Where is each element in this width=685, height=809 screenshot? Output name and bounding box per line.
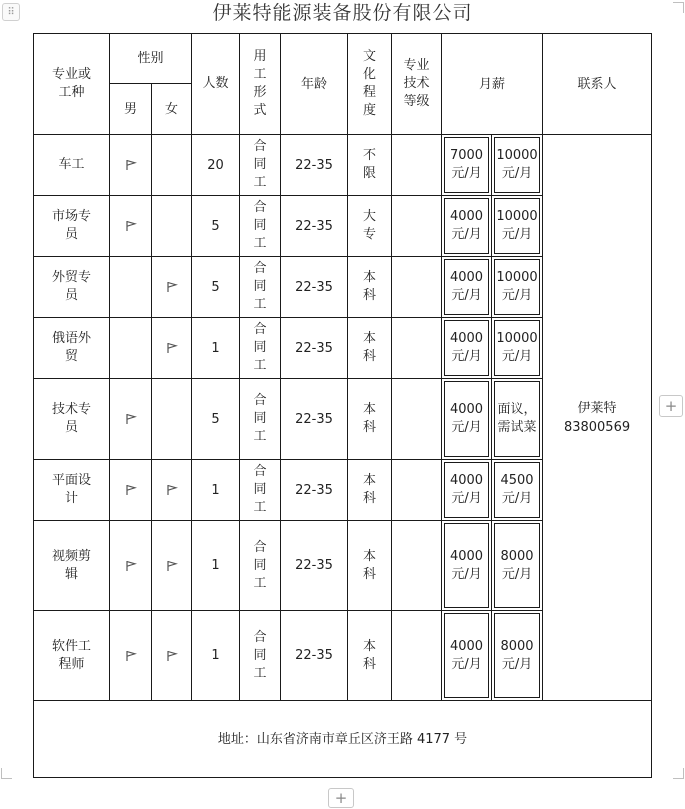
cell-salary-max: 10000元/月 <box>492 135 543 196</box>
cell-salary-min: 4000元/月 <box>442 257 492 318</box>
header-count: 人数 <box>192 34 240 135</box>
header-male: 男 <box>110 84 152 135</box>
header-salary: 月薪 <box>442 34 543 135</box>
drag-handle-icon[interactable]: ⠿ <box>2 3 20 21</box>
cell-male <box>110 460 152 521</box>
cell-age: 22-35 <box>281 318 348 379</box>
cell-position: 市场专员 <box>34 196 110 257</box>
cell-salary-min: 4000元/月 <box>442 521 492 611</box>
cell-male <box>110 196 152 257</box>
cell-position: 视频剪辑 <box>34 521 110 611</box>
cell-female <box>152 196 192 257</box>
flag-icon <box>124 483 138 497</box>
flag-icon <box>124 649 138 663</box>
cell-employment-type: 合同工 <box>240 379 281 460</box>
header-age: 年龄 <box>281 34 348 135</box>
cell-skill-level <box>392 196 442 257</box>
header-education: 文化程度 <box>348 34 392 135</box>
cell-salary-max: 8000元/月 <box>492 611 543 701</box>
cell-male <box>110 135 152 196</box>
cell-female <box>152 318 192 379</box>
header-position: 专业或工种 <box>34 34 110 135</box>
cell-count: 5 <box>192 379 240 460</box>
cell-education: 本科 <box>348 379 392 460</box>
cell-salary-max: 10000元/月 <box>492 257 543 318</box>
header-row <box>34 34 652 84</box>
corner-marker <box>1 768 12 779</box>
cell-count: 20 <box>192 135 240 196</box>
cell-salary-min: 4000元/月 <box>442 196 492 257</box>
cell-contact <box>543 135 652 701</box>
contact-name: 伊莱特 <box>577 400 617 416</box>
cell-position: 车工 <box>34 135 110 196</box>
cell-salary-min: 4000元/月 <box>442 379 492 460</box>
corner-marker <box>673 768 684 779</box>
cell-age: 22-35 <box>281 196 348 257</box>
cell-count: 1 <box>192 460 240 521</box>
address-row <box>34 701 652 778</box>
add-column-button[interactable]: + <box>659 395 683 417</box>
cell-male <box>110 379 152 460</box>
cell-count: 5 <box>192 196 240 257</box>
cell-salary-max: 4500元/月 <box>492 460 543 521</box>
cell-salary-max: 8000元/月 <box>492 521 543 611</box>
cell-salary-max: 10000元/月 <box>492 318 543 379</box>
flag-icon <box>165 341 179 355</box>
cell-skill-level <box>392 611 442 701</box>
cell-age: 22-35 <box>281 521 348 611</box>
cell-employment-type: 合同工 <box>240 135 281 196</box>
cell-age: 22-35 <box>281 135 348 196</box>
cell-skill-level <box>392 257 442 318</box>
cell-female <box>152 257 192 318</box>
header-gender: 性别 <box>110 34 192 84</box>
cell-skill-level <box>392 318 442 379</box>
flag-icon <box>165 649 179 663</box>
table-row <box>34 135 652 196</box>
cell-salary-min: 4000元/月 <box>442 460 492 521</box>
cell-employment-type: 合同工 <box>240 196 281 257</box>
flag-icon <box>165 483 179 497</box>
cell-position: 技术专员 <box>34 379 110 460</box>
cell-position: 俄语外贸 <box>34 318 110 379</box>
header-employment-type: 用工形式 <box>240 34 281 135</box>
cell-education: 本科 <box>348 521 392 611</box>
cell-employment-type: 合同工 <box>240 521 281 611</box>
cell-age: 22-35 <box>281 460 348 521</box>
cell-age: 22-35 <box>281 611 348 701</box>
cell-employment-type: 合同工 <box>240 611 281 701</box>
cell-education: 本科 <box>348 257 392 318</box>
cell-salary-min: 7000元/月 <box>442 135 492 196</box>
cell-salary-min: 4000元/月 <box>442 318 492 379</box>
cell-count: 5 <box>192 257 240 318</box>
cell-female <box>152 379 192 460</box>
cell-skill-level <box>392 521 442 611</box>
cell-female <box>152 521 192 611</box>
flag-icon <box>165 559 179 573</box>
flag-icon <box>165 280 179 294</box>
flag-icon <box>124 412 138 426</box>
recruitment-table <box>33 33 652 778</box>
cell-skill-level <box>392 135 442 196</box>
cell-age: 22-35 <box>281 257 348 318</box>
cell-female <box>152 611 192 701</box>
cell-position: 外贸专员 <box>34 257 110 318</box>
cell-skill-level <box>392 460 442 521</box>
page-title: 伊莱特能源装备股份有限公司 <box>212 2 473 24</box>
flag-icon <box>124 219 138 233</box>
cell-count: 1 <box>192 521 240 611</box>
cell-employment-type: 合同工 <box>240 460 281 521</box>
flag-icon <box>124 158 138 172</box>
cell-female <box>152 460 192 521</box>
flag-icon <box>124 559 138 573</box>
header-female: 女 <box>152 84 192 135</box>
cell-position: 软件工程师 <box>34 611 110 701</box>
cell-education: 不限 <box>348 135 392 196</box>
cell-salary-max: 10000元/月 <box>492 196 543 257</box>
contact-phone: 83800569 <box>563 419 631 435</box>
cell-count: 1 <box>192 611 240 701</box>
address-text: 地址：山东省济南市章丘区济王路 4177 号 <box>34 701 652 778</box>
add-row-button[interactable]: + <box>328 788 354 808</box>
cell-skill-level <box>392 379 442 460</box>
cell-count: 1 <box>192 318 240 379</box>
cell-education: 本科 <box>348 318 392 379</box>
cell-education: 本科 <box>348 460 392 521</box>
cell-male <box>110 521 152 611</box>
cell-female <box>152 135 192 196</box>
cell-male <box>110 257 152 318</box>
cell-education: 本科 <box>348 611 392 701</box>
cell-male <box>110 318 152 379</box>
cell-male <box>110 611 152 701</box>
cell-salary-min: 4000元/月 <box>442 611 492 701</box>
cell-employment-type: 合同工 <box>240 257 281 318</box>
cell-employment-type: 合同工 <box>240 318 281 379</box>
header-contact: 联系人 <box>543 34 652 135</box>
cell-education: 大专 <box>348 196 392 257</box>
cell-position: 平面设计 <box>34 460 110 521</box>
cell-salary-max: 面议，需试菜 <box>492 379 543 460</box>
header-skill-level: 专业技术等级 <box>392 34 442 135</box>
cell-age: 22-35 <box>281 379 348 460</box>
